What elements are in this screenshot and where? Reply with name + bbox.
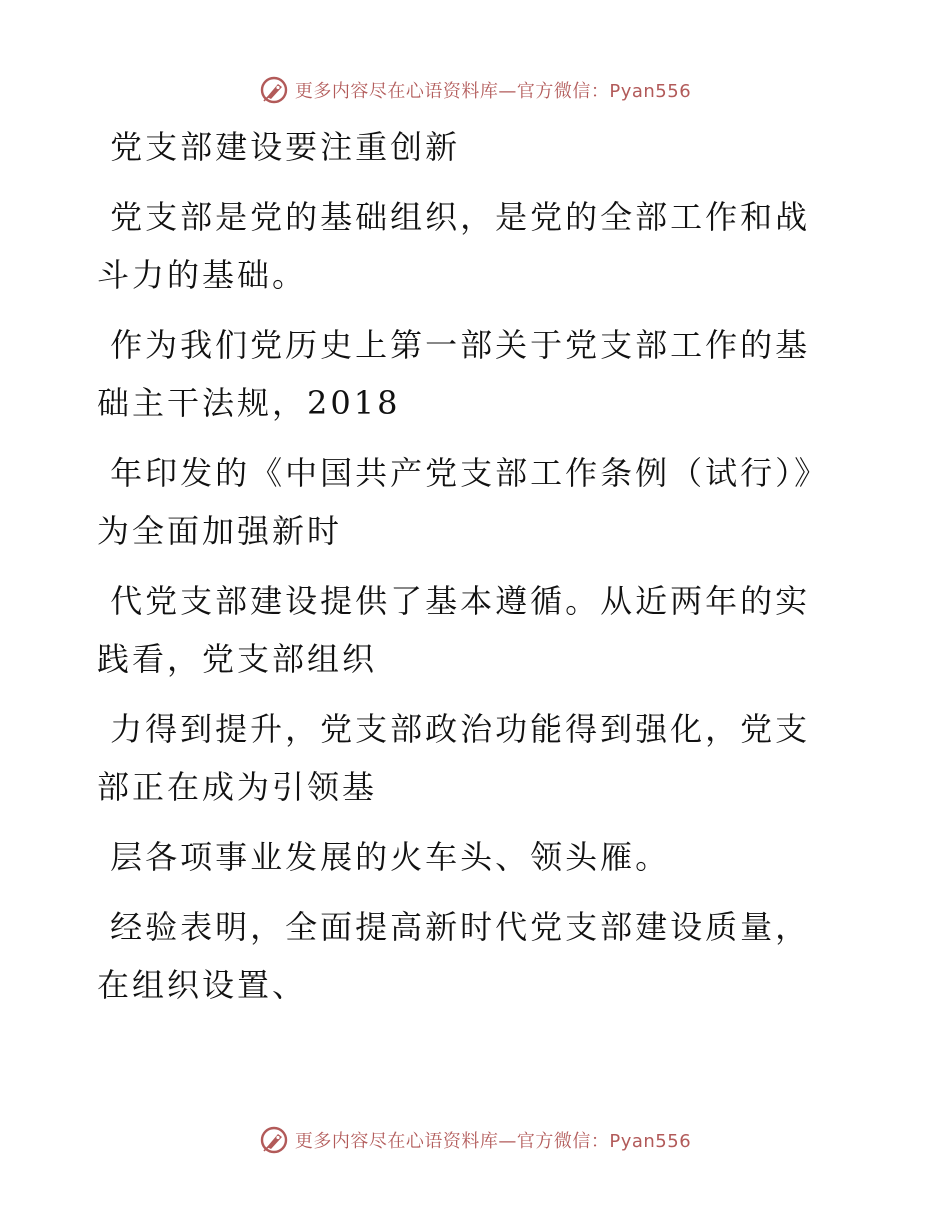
paragraph: 代党支部建设提供了基本遵循。从近两年的实践看，党支部组织 — [97, 582, 811, 678]
paragraph: 力得到提升，党支部政治功能得到强化，党支部正在成为引领基 — [97, 710, 811, 806]
paragraph: 经验表明，全面提高新时代党支部建设质量，在组织设置、 — [97, 908, 811, 1004]
paragraph: 党支部是党的基础组织，是党的全部工作和战斗力的基础。 — [97, 198, 811, 294]
document-body — [97, 118, 837, 1026]
pen-nib-logo-icon — [259, 1125, 289, 1155]
paragraph: 层各项事业发展的火车头、领头雁。 — [97, 838, 671, 876]
footer-banner-text: 更多内容尽在心语资料库—官方微信：Pyan556 — [294, 1131, 692, 1152]
header-banner — [0, 70, 950, 110]
paragraph: 年印发的《中国共产党支部工作条例（试行）》为全面加强新时 — [97, 454, 830, 550]
footer-banner — [0, 1120, 950, 1160]
document-title: 党支部建设要注重创新 — [97, 128, 461, 166]
header-banner-text: 更多内容尽在心语资料库—官方微信：Pyan556 — [294, 81, 692, 102]
paragraph: 作为我们党历史上第一部关于党支部工作的基础主干法规，2018 — [97, 326, 811, 422]
pen-nib-logo-icon — [259, 75, 289, 105]
